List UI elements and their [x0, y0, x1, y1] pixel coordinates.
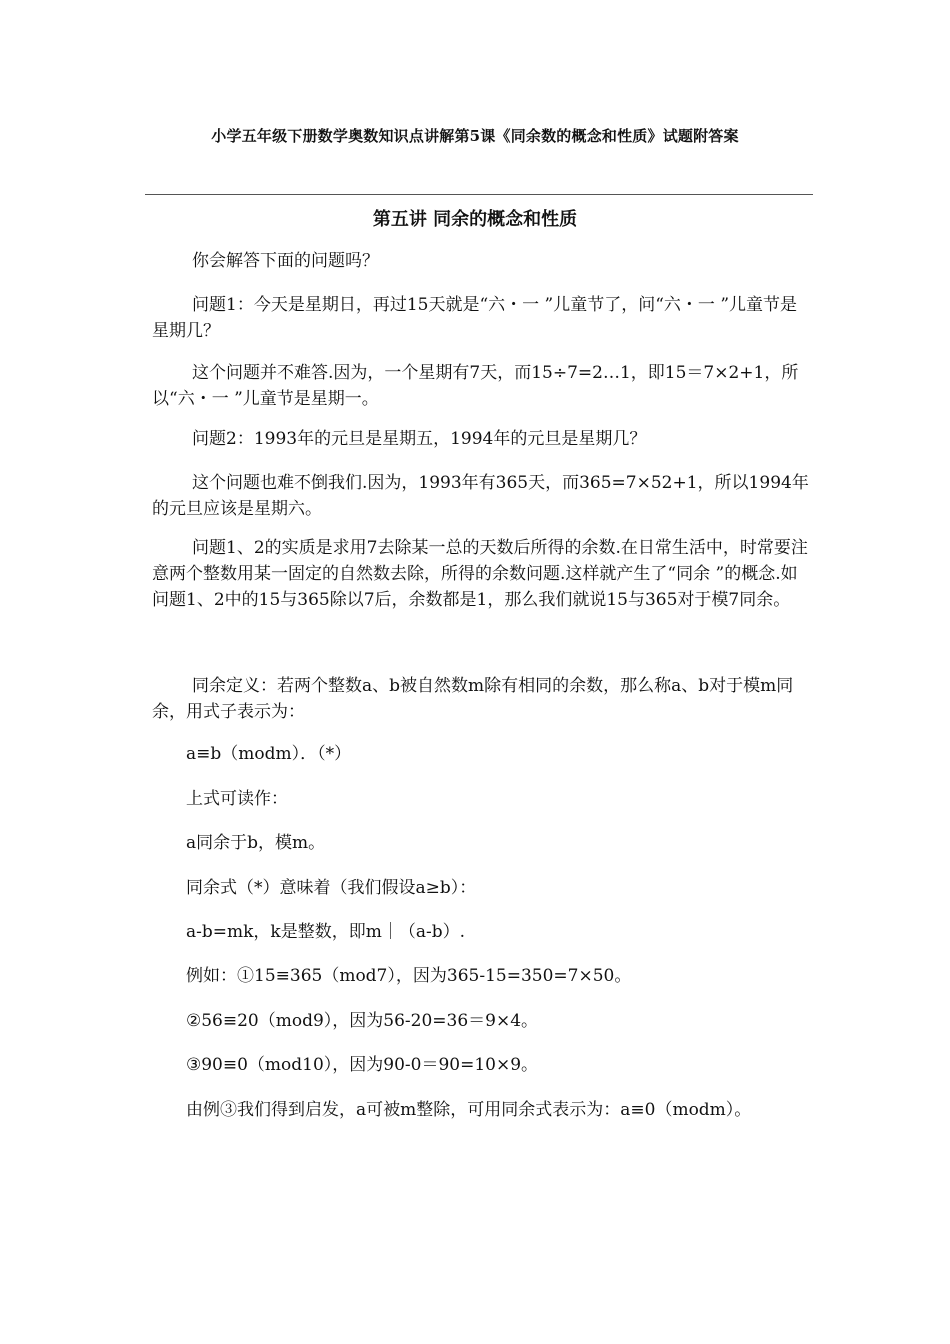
conclusion-line: 由例③我们得到启发，a可被m整除，可用同余式表示为：a≡0（modm）。	[186, 1100, 752, 1120]
example-3-line: ③90≡0（mod10），因为90-0＝90=10×9。	[186, 1055, 539, 1075]
lecture-title: 第五讲 同余的概念和性质	[372, 209, 578, 230]
example-2-line: ②56≡20（mod9），因为56-20=36＝9×4。	[186, 1011, 539, 1031]
answer-2-paragraph: 这个问题也难不倒我们.因为，1993年有365天，而365=7×52+1，所以1994年的元旦应该是星期六。	[152, 473, 809, 519]
intro-paragraph: 你会解答下面的问题吗？	[192, 251, 379, 271]
document-title: 小学五年级下册数学奥数知识点讲解第5课《同余数的概念和性质》试题附答案	[211, 127, 739, 145]
meaning-equation-line: a-b=mk，k是整数，即m｜（a-b）.	[186, 922, 466, 942]
definition-paragraph: 同余定义：若两个整数a、b被自然数m除有相同的余数，那么称a、b对于模m同余，用式子表示为：	[152, 676, 794, 722]
meaning-line: 同余式（*）意味着（我们假设a≥b）：	[186, 878, 477, 898]
answer-1-paragraph: 这个问题并不难答.因为，一个星期有7天，而15÷7=2…1，即15＝7×2+1，所以“六・一 ”儿童节是星期一。	[152, 363, 799, 409]
question-1-paragraph: 问题1：今天是星期日，再过15天就是“六・一 ”儿童节了，问“六・一 ”儿童节是星期几？	[152, 295, 798, 341]
divider	[145, 194, 813, 195]
essence-paragraph: 问题1、2的实质是求用7去除某一总的天数后所得的余数.在日常生活中，时常要注意两个整数用某一固定的自然数去除，所得的余数问题.这样就产生了“同余 ”的概念.如问题1、2中的15与365除以7后，余数都是1，那么我们就说15与365对于模7同余。	[152, 538, 808, 610]
example-1-line: 例如：①15≡365（mod7），因为365-15=350=7×50。	[186, 966, 632, 986]
question-2-paragraph: 问题2：1993年的元旦是星期五，1994年的元旦是星期几？	[192, 429, 647, 449]
formula-line: a≡b（modm）．（*）	[186, 744, 352, 764]
read-as-line: 上式可读作：	[186, 789, 288, 809]
reading-line: a同余于b，模m。	[186, 833, 326, 853]
